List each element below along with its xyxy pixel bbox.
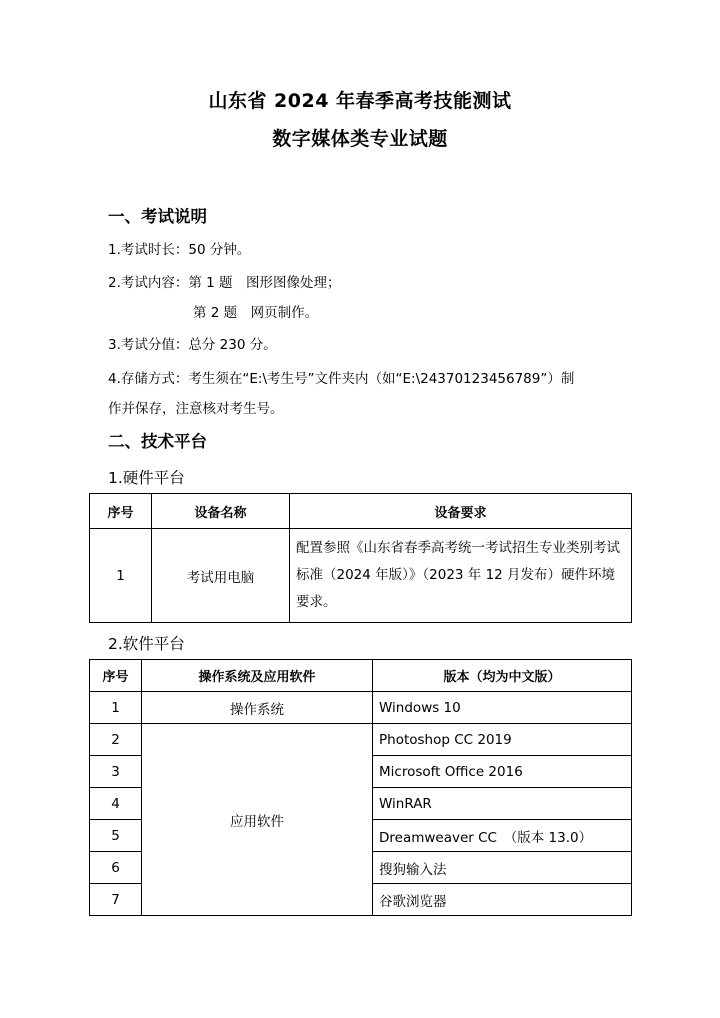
sw-row-no: 1 [90, 692, 142, 724]
hardware-subheading: 1.硬件平台 [108, 469, 185, 487]
exam-content-2: 第 2 题 网页制作。 [193, 305, 319, 321]
document-title-line1: 山东省 2024 年春季高考技能测试 [208, 90, 512, 112]
exam-duration: 1.考试时长：50 分钟。 [108, 242, 251, 258]
sw-row-no: 4 [90, 788, 142, 820]
sw-row-version: 搜狗输入法 [373, 852, 632, 884]
sw-row-no: 5 [90, 820, 142, 852]
sw-row-version: Photoshop CC 2019 [373, 724, 632, 756]
storage-method-cont: 作并保存，注意核对考生号。 [108, 401, 284, 417]
hw-row-no: 1 [90, 529, 152, 623]
sw-row-no: 2 [90, 724, 142, 756]
sw-header-no: 序号 [90, 660, 142, 692]
sw-row-version: Windows 10 [373, 692, 632, 724]
hw-header-no: 序号 [90, 494, 152, 529]
exam-score: 3.考试分值：总分 230 分。 [108, 337, 277, 353]
sw-row-version: 谷歌浏览器 [373, 884, 632, 916]
sw-header-software: 操作系统及应用软件 [142, 660, 373, 692]
hw-row-req: 配置参照《山东省春季高考统一考试招生专业类别考试标准（2024 年版）》（2023 年 12 月发布）硬件环境要求。 [290, 529, 632, 623]
sw-row-version: Dreamweaver CC （版本 13.0） [373, 820, 632, 852]
storage-method: 4.存储方式：考生须在“E:\考生号”文件夹内（如“E:\24370123456789”）制 [108, 371, 575, 387]
sw-row-version: WinRAR [373, 788, 632, 820]
sw-row-version: Microsoft Office 2016 [373, 756, 632, 788]
section-heading-platform: 二、技术平台 [108, 432, 207, 451]
sw-row-no: 6 [90, 852, 142, 884]
hardware-table [89, 493, 632, 623]
sw-os-label: 操作系统 [142, 692, 373, 724]
hw-header-name: 设备名称 [152, 494, 290, 529]
document-title-line2: 数字媒体类专业试题 [272, 128, 448, 150]
hw-header-req: 设备要求 [290, 494, 632, 529]
software-table [89, 659, 632, 916]
sw-app-label: 应用软件 [142, 724, 373, 916]
exam-content: 2.考试内容：第 1 题 图形图像处理； [108, 275, 341, 291]
sw-row-no: 3 [90, 756, 142, 788]
software-subheading: 2.软件平台 [108, 635, 185, 653]
sw-row-no: 7 [90, 884, 142, 916]
hw-row-name: 考试用电脑 [152, 529, 290, 623]
sw-header-version: 版本（均为中文版） [373, 660, 632, 692]
section-heading-exam-info: 一、考试说明 [108, 207, 207, 226]
